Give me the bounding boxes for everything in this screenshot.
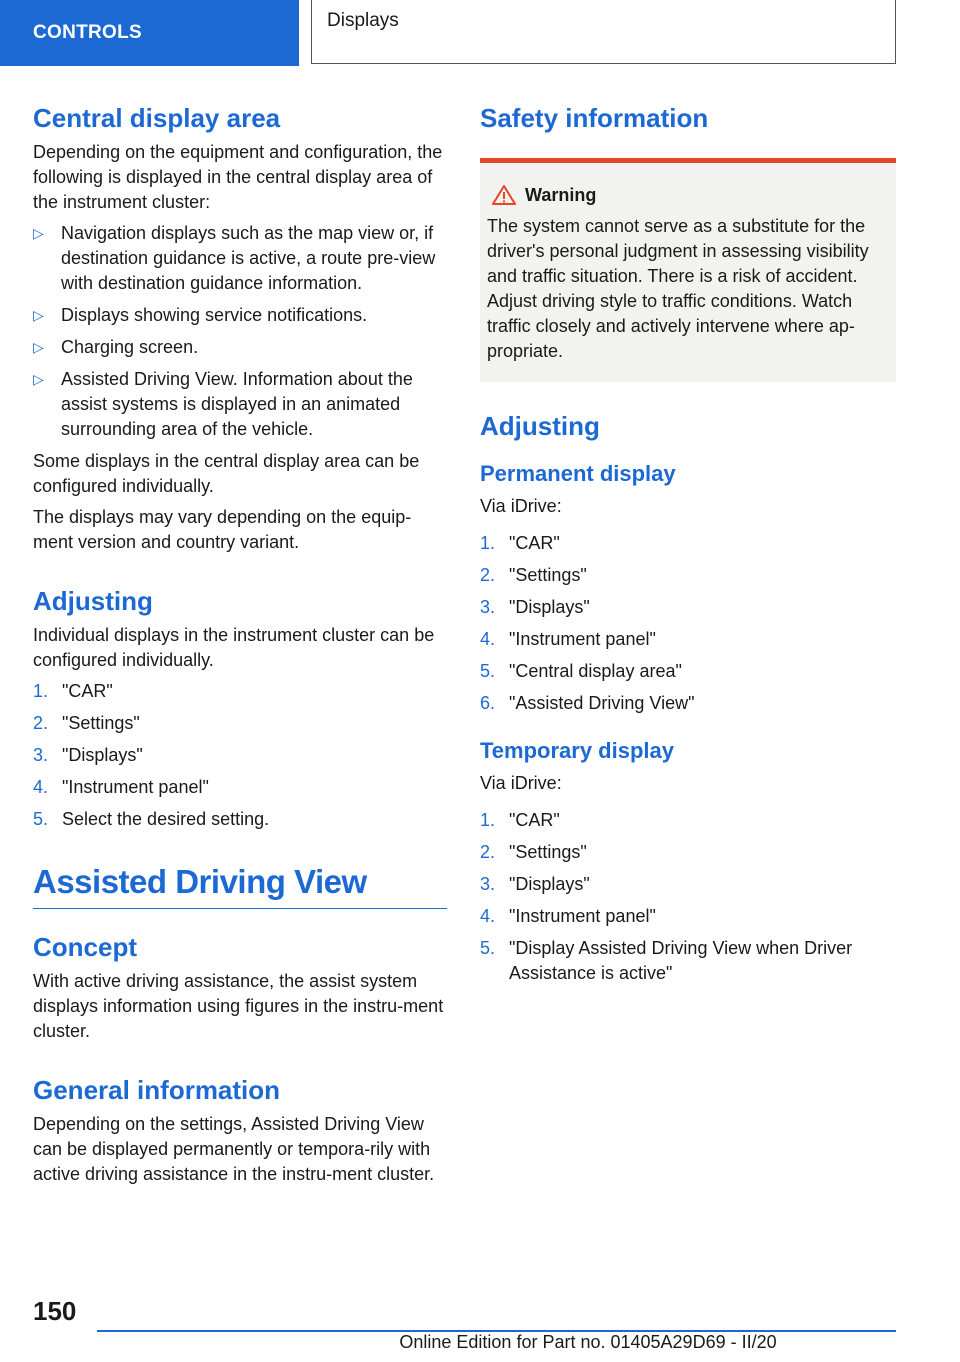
list-item: 5. "Display Assisted Driving View when Driver Assistance is active" xyxy=(480,938,853,983)
list-item: 3. "Displays" xyxy=(480,874,590,894)
list-item: ▷ Navigation displays such as the map view or, if destination guidance is active, a route pre-view with destination guidance information. xyxy=(33,223,436,293)
assisted-driving-view-heading: Assisted Driving View xyxy=(33,863,367,900)
general-information-heading: General information xyxy=(33,1075,281,1105)
warning-label: Warning xyxy=(525,185,597,205)
central-display-intro: Depending on the equipment and configuration, the following is displayed in the central display area of the instrument cluster: xyxy=(33,142,443,212)
permanent-display-steps xyxy=(480,531,896,716)
concept-text: With active driving assistance, the assist system displays information using figures in the instru-ment cluster. xyxy=(33,971,444,1041)
general-information-text: Depending on the settings, Assisted Driving View can be displayed permanently or tempora-rily with active driving assistance in the instru-ment cluster. xyxy=(33,1114,435,1184)
warning-triangle-icon xyxy=(491,184,517,206)
triangle-right-icon: ▷ xyxy=(33,371,44,387)
list-item: 2. "Settings" xyxy=(480,842,587,862)
list-item: 3. "Displays" xyxy=(33,745,143,765)
central-display-note-2: The displays may vary depending on the equip-ment version and country variant. xyxy=(33,507,412,552)
page-number: 150 xyxy=(33,1296,77,1326)
central-display-heading: Central display area xyxy=(33,103,281,133)
list-item: 4. "Instrument panel" xyxy=(480,906,656,926)
list-item: ▷ Assisted Driving View. Information about the assist systems is displayed in an animated surrounding area of the vehicle. xyxy=(33,369,413,439)
list-item: 1. "CAR" xyxy=(480,810,560,830)
central-display-note-1: Some displays in the central display area can be configured individually. xyxy=(33,451,420,496)
chapter-title: Displays xyxy=(327,10,399,31)
temporary-via: Via iDrive: xyxy=(480,773,562,793)
adjusting-steps xyxy=(33,679,447,832)
warning-box xyxy=(480,158,896,382)
triangle-right-icon: ▷ xyxy=(33,307,44,323)
concept-heading: Concept xyxy=(33,932,137,962)
list-item: 2. "Settings" xyxy=(33,713,140,733)
list-item: 4. "Instrument panel" xyxy=(480,629,656,649)
list-item: 5. "Central display area" xyxy=(480,661,682,681)
list-item: 1. "CAR" xyxy=(480,533,560,553)
list-item: ▷ Charging screen. xyxy=(33,335,447,360)
list-item: 4. "Instrument panel" xyxy=(33,777,209,797)
safety-information-heading: Safety information xyxy=(480,103,709,133)
triangle-right-icon: ▷ xyxy=(33,339,44,355)
central-display-list xyxy=(33,221,447,442)
list-item: 1. "CAR" xyxy=(33,681,113,701)
page-header xyxy=(0,0,960,66)
left-column xyxy=(33,100,447,1193)
permanent-via: Via iDrive: xyxy=(480,496,562,516)
warning-header xyxy=(487,183,888,208)
chapter-tab xyxy=(311,0,896,64)
warning-text: The system cannot serve as a substitute for the driver's personal judgment in assessing visibility and traffic situation. There is a risk of accident. Adjust driving style to traffic conditions. Watch traffic closely and actively intervene where ap-propriate. xyxy=(487,216,869,361)
list-item: 6. "Assisted Driving View" xyxy=(480,693,695,713)
adjusting-heading: Adjusting xyxy=(33,586,153,616)
list-item: 5. Select the desired setting. xyxy=(33,809,270,829)
list-item: 3. "Displays" xyxy=(480,597,590,617)
chapter-heading-block xyxy=(33,858,447,909)
list-item: ▷ Displays showing service notifications. xyxy=(33,303,447,328)
permanent-display-heading: Permanent display xyxy=(480,461,676,486)
adjusting-heading-right: Adjusting xyxy=(480,411,600,441)
right-column xyxy=(480,100,896,993)
adjusting-intro: Individual displays in the instrument cluster can be configured individually. xyxy=(33,625,435,670)
section-tab: CONTROLS xyxy=(0,0,299,66)
footer-edition: Online Edition for Part no. 01405A29D69 - II/20 xyxy=(399,1332,777,1352)
triangle-right-icon: ▷ xyxy=(33,225,44,241)
list-item: 2. "Settings" xyxy=(480,565,587,585)
temporary-display-steps xyxy=(480,808,896,986)
temporary-display-heading: Temporary display xyxy=(480,738,674,763)
